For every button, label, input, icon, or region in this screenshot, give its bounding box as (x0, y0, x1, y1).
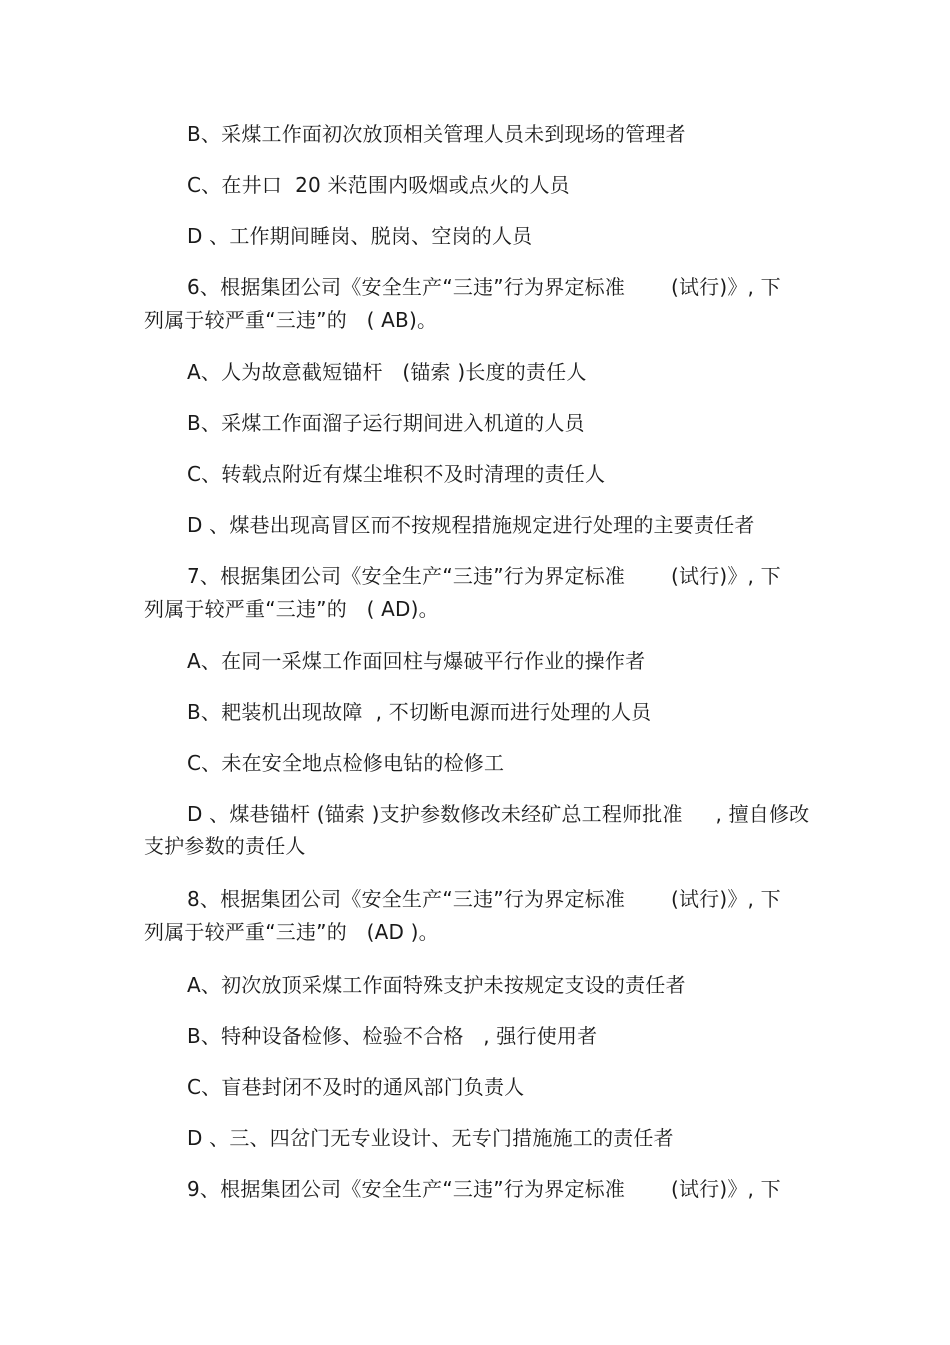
question-8-line-1: 8、根据集团公司《安全生产“三违”行为界定标准 (试行)》, 下 (187, 887, 781, 911)
question-8-line-2: 列属于较严重“三违”的 (AD )。 (144, 920, 439, 944)
option-d-q7-line-1: D 、煤巷锚杆 (锚索 )支护参数修改未经矿总工程师批准 , 擅自修改 (187, 802, 810, 826)
question-6-line-2: 列属于较严重“三违”的 ( AB)。 (144, 308, 438, 332)
question-7-line-2: 列属于较严重“三违”的 ( AD)。 (144, 597, 439, 621)
option-c-q7: C、未在安全地点检修电钻的检修工 (187, 751, 505, 775)
option-a-q6: A、人为故意截短锚杆 (锚索 )长度的责任人 (187, 360, 587, 384)
option-a-q8: A、初次放顶采煤工作面特殊支护未按规定支设的责任者 (187, 973, 686, 997)
option-c-q5: C、在井口 20 米范围内吸烟或点火的人员 (187, 173, 570, 197)
option-b-q7: B、耙装机出现故障 , 不切断电源而进行处理的人员 (187, 700, 652, 724)
option-a-q7: A、在同一采煤工作面回柱与爆破平行作业的操作者 (187, 649, 646, 673)
option-b-q6: B、采煤工作面溜子运行期间进入机道的人员 (187, 411, 585, 435)
option-d-q7-line-2: 支护参数的责任人 (144, 834, 306, 858)
option-d-q8: D 、三、四岔门无专业设计、无专门措施施工的责任者 (187, 1126, 674, 1150)
option-c-q6: C、转载点附近有煤尘堆积不及时清理的责任人 (187, 462, 606, 486)
option-b-q5: B、采煤工作面初次放顶相关管理人员未到现场的管理者 (187, 122, 686, 146)
question-7-line-1: 7、根据集团公司《安全生产“三违”行为界定标准 (试行)》, 下 (187, 564, 781, 588)
question-6-line-1: 6、根据集团公司《安全生产“三违”行为界定标准 (试行)》, 下 (187, 275, 781, 299)
option-d-q6: D 、煤巷出现高冒区而不按规程措施规定进行处理的主要责任者 (187, 513, 755, 537)
option-d-q5: D 、工作期间睡岗、脱岗、空岗的人员 (187, 224, 533, 248)
question-9-line-1: 9、根据集团公司《安全生产“三违”行为界定标准 (试行)》, 下 (187, 1177, 781, 1201)
option-b-q8: B、特种设备检修、检验不合格 , 强行使用者 (187, 1024, 598, 1048)
option-c-q8: C、盲巷封闭不及时的通风部门负责人 (187, 1075, 525, 1099)
